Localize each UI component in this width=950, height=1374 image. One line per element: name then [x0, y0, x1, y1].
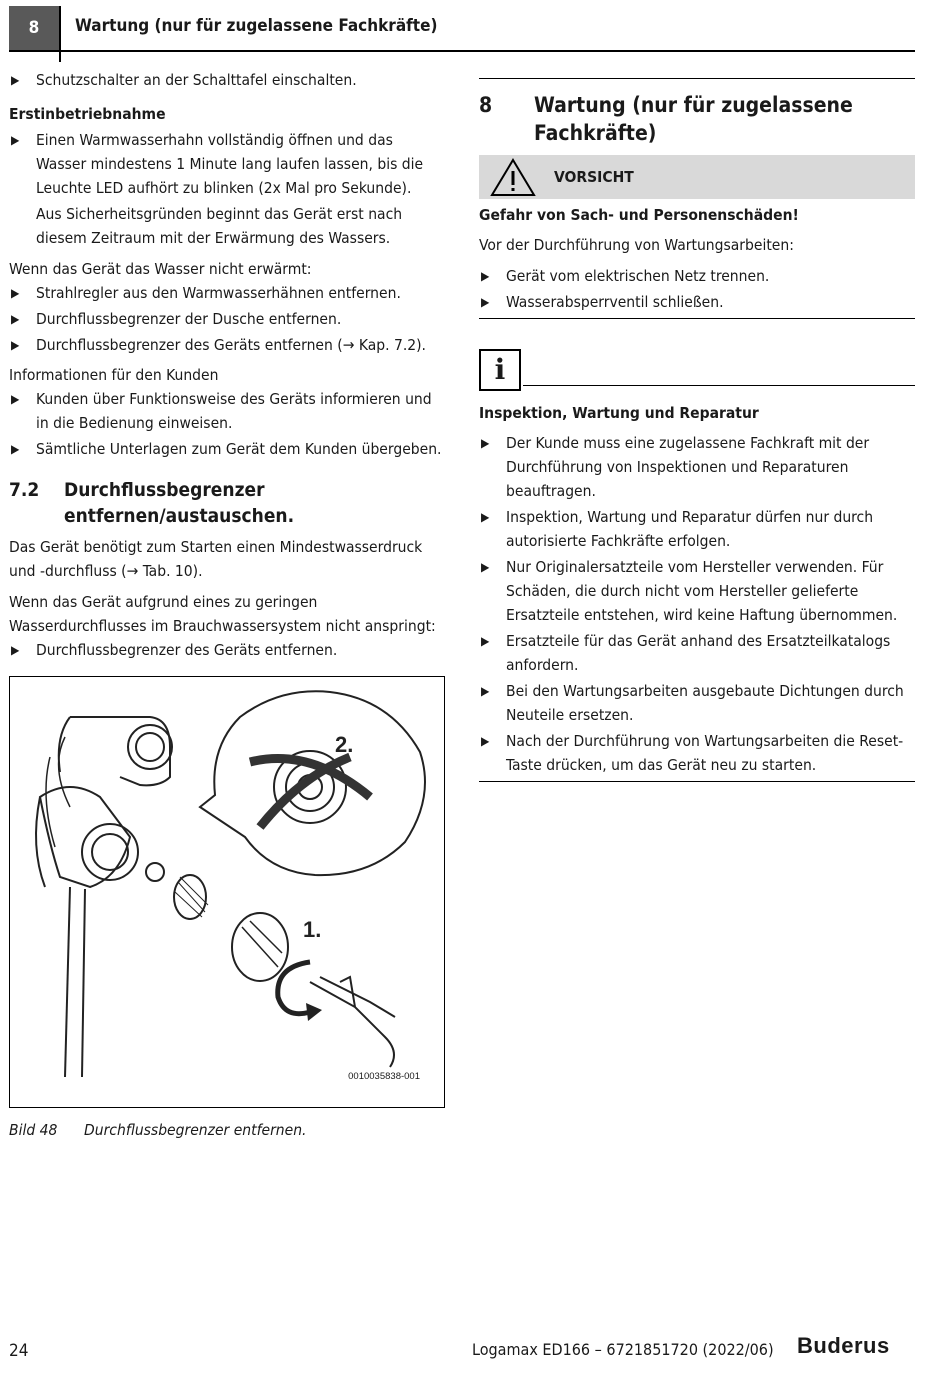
erstinbetriebnahme-list [9, 128, 445, 200]
warning-heading: Gefahr von Sach- und Personenschäden! [479, 206, 799, 224]
list-item: ▶ Sämtliche Unterlagen zum Gerät dem Kunden übergeben. [9, 437, 445, 461]
list-item: ▶ Strahlregler aus den Warmwasserhähnen entfernen. [9, 281, 445, 305]
section-7-2-heading [9, 477, 445, 529]
list-item: ▶ Wasserabsperrventil schließen. [479, 290, 915, 314]
list-item: ▶ Durchflussbegrenzer des Geräts entfernen. [9, 638, 445, 662]
erstinbetriebnahme-heading: Erstinbetriebnahme [9, 105, 166, 123]
list-item: ▶ Inspektion, Wartung und Reparatur dürfen nur durch autorisierte Fachkräfte erfolgen. [479, 505, 915, 553]
brand-logo: Buderus [797, 1333, 890, 1358]
warning-bottom-rule [479, 318, 915, 319]
warning-list [479, 264, 915, 314]
bullet-arrow-icon: ▶ [11, 312, 20, 326]
list-item: ▶ Schutzschalter an der Schalttafel einschalten. [9, 68, 445, 92]
step-2-label: 2. [335, 732, 354, 757]
list-item: ▶ Durchflussbegrenzer der Dusche entfernen. [9, 307, 445, 331]
bullet-arrow-icon: ▶ [11, 286, 20, 300]
section-7-2-para-2: Wenn das Gerät aufgrund eines zu geringen Wasserdurchflusses im Brauchwassersystem nicht anspringt: [9, 593, 436, 635]
section-8-heading [479, 91, 915, 147]
page-number: 24 [9, 1341, 29, 1361]
bullet-arrow-icon: ▶ [481, 436, 490, 450]
info-list [479, 431, 915, 777]
figure-flow-limiter-removal [9, 676, 445, 1108]
customer-info-list [9, 387, 445, 461]
no-heat-list [9, 281, 445, 357]
right-column [479, 78, 915, 782]
warning-text: Vor der Durchführung von Wartungsarbeiten: [479, 236, 794, 254]
left-column [9, 68, 445, 1142]
bullet-arrow-icon: ▶ [481, 269, 490, 283]
bullet-arrow-icon: ▶ [11, 643, 20, 657]
bullet-arrow-icon: ▶ [481, 510, 490, 524]
header-title: Wartung (nur für zugelassene Fachkräfte) [75, 16, 438, 36]
caption-text: Durchflussbegrenzer entfernen. [84, 1121, 307, 1139]
list-item: ▶ Durchflussbegrenzer des Geräts entfernen (→ Kap. 7.2). [9, 333, 445, 357]
bullet-arrow-icon: ▶ [11, 392, 20, 406]
customer-info-text: Informationen für den Kunden [9, 366, 219, 384]
section-number: 8 [479, 93, 493, 117]
section-7-2-para-1: Das Gerät benötigt zum Starten einen Mindestwasserdruck und -durchfluss (→ Tab. 10). [9, 538, 423, 580]
signal-word: VORSICHT [554, 168, 634, 186]
no-heat-text: Wenn das Gerät das Wasser nicht erwärmt: [9, 260, 312, 278]
bullet-arrow-icon: ▶ [481, 634, 490, 648]
list-item: ▶ Bei den Wartungsarbeiten ausgebaute Dichtungen durch Neuteile ersetzen. [479, 679, 915, 727]
list-item: ▶ Nach der Durchführung von Wartungsarbeiten die Reset-Taste drücken, um das Gerät neu zu starten. [479, 729, 915, 777]
step-1-label: 1. [303, 917, 322, 942]
list-item: ▶ Kunden über Funktionsweise des Geräts informieren und in die Bedienung einweisen. [9, 387, 445, 435]
section-title: Durchflussbegrenzer entfernen/austauschen. [64, 479, 295, 527]
list-item: ▶ Gerät vom elektrischen Netz trennen. [479, 264, 915, 288]
bullet-arrow-icon: ▶ [481, 560, 490, 574]
warning-triangle-icon [489, 157, 537, 197]
bullet-arrow-icon: ▶ [11, 133, 20, 147]
list-item: ▶ Nur Originalersatzteile vom Hersteller verwenden. Für Schäden, die durch nicht vom Hersteller gelieferte Ersatzteile entstehen, wird keine Haftung übernommen. [479, 555, 915, 627]
chapter-number-tab: 8 [9, 6, 59, 50]
info-rule [523, 385, 915, 386]
bullet-arrow-icon: ▶ [11, 73, 20, 87]
section-7-2-list [9, 638, 445, 662]
section-title: Wartung (nur für zugelassene Fachkräfte) [534, 93, 853, 145]
list-item: ▶ Der Kunde muss eine zugelassene Fachkraft mit der Durchführung von Inspektionen und Reparaturen beauftragen. [479, 431, 915, 503]
info-bottom-rule [479, 781, 915, 782]
warning-banner [479, 155, 915, 199]
section-top-rule [479, 78, 915, 79]
caption-number: Bild 48 [9, 1121, 58, 1139]
info-box [479, 349, 915, 395]
header-rule [9, 50, 915, 52]
bullet-arrow-icon: ▶ [481, 295, 490, 309]
list-item: ▶ Ersatzteile für das Gerät anhand des Ersatzteilkatalogs anfordern. [479, 629, 915, 677]
erstinbetriebnahme-note: Aus Sicherheitsgründen beginnt das Gerät erst nach diesem Zeitraum mit der Erwärmung des Wassers. [36, 205, 403, 247]
info-heading: Inspektion, Wartung und Reparatur [479, 404, 759, 422]
info-icon: i [479, 349, 521, 391]
list-item: ▶ Einen Warmwasserhahn vollständig öffnen und das Wasser mindestens 1 Minute lang laufen lassen, bis die Leuchte LED aufhört zu blinken (2x Mal pro Sekunde). [9, 128, 445, 200]
bullet-arrow-icon: ▶ [481, 684, 490, 698]
bullet-arrow-icon: ▶ [481, 734, 490, 748]
section-number: 7.2 [9, 479, 40, 501]
bullet-arrow-icon: ▶ [11, 338, 20, 352]
bullet-arrow-icon: ▶ [11, 442, 20, 456]
flow-limiter-illustration [10, 677, 444, 1107]
document-reference: Logamax ED166 – 6721851720 (2022/06) [472, 1340, 774, 1359]
header-divider [59, 6, 61, 62]
intro-list [9, 68, 445, 92]
figure-code: 0010035838-001 [348, 1071, 420, 1082]
figure-caption [9, 1118, 445, 1142]
